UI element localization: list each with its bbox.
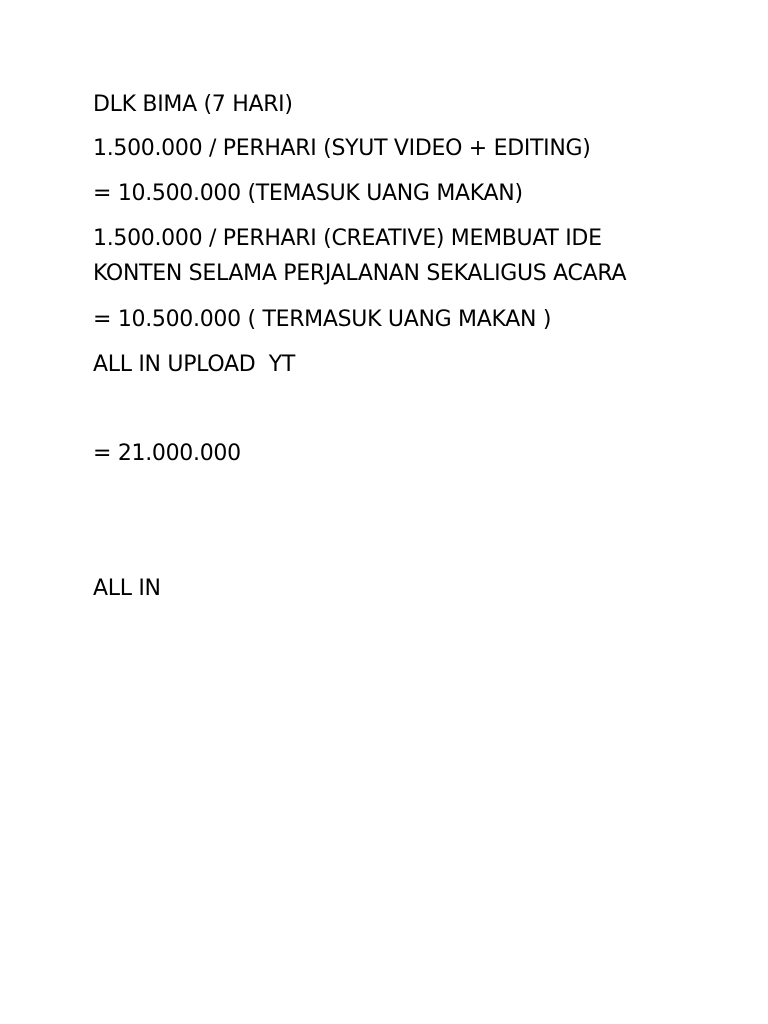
creative-total-line: = 10.500.000 ( TERMASUK UANG MAKAN ) bbox=[93, 307, 552, 332]
all-in-line: ALL IN bbox=[93, 576, 161, 601]
title-line: DLK BIMA (7 HARI) bbox=[93, 92, 293, 117]
grand-total-line: = 21.000.000 bbox=[93, 441, 241, 466]
creative-description-line: KONTEN SELAMA PERJALANAN SEKALIGUS ACARA bbox=[93, 261, 627, 286]
shoot-editing-rate-line: 1.500.000 / PERHARI (SYUT VIDEO + EDITING) bbox=[93, 136, 591, 161]
creative-rate-line: 1.500.000 / PERHARI (CREATIVE) MEMBUAT IDE bbox=[93, 226, 602, 251]
upload-note-line: ALL IN UPLOAD YT bbox=[93, 352, 296, 377]
shoot-editing-total-line: = 10.500.000 (TEMASUK UANG MAKAN) bbox=[93, 181, 523, 206]
